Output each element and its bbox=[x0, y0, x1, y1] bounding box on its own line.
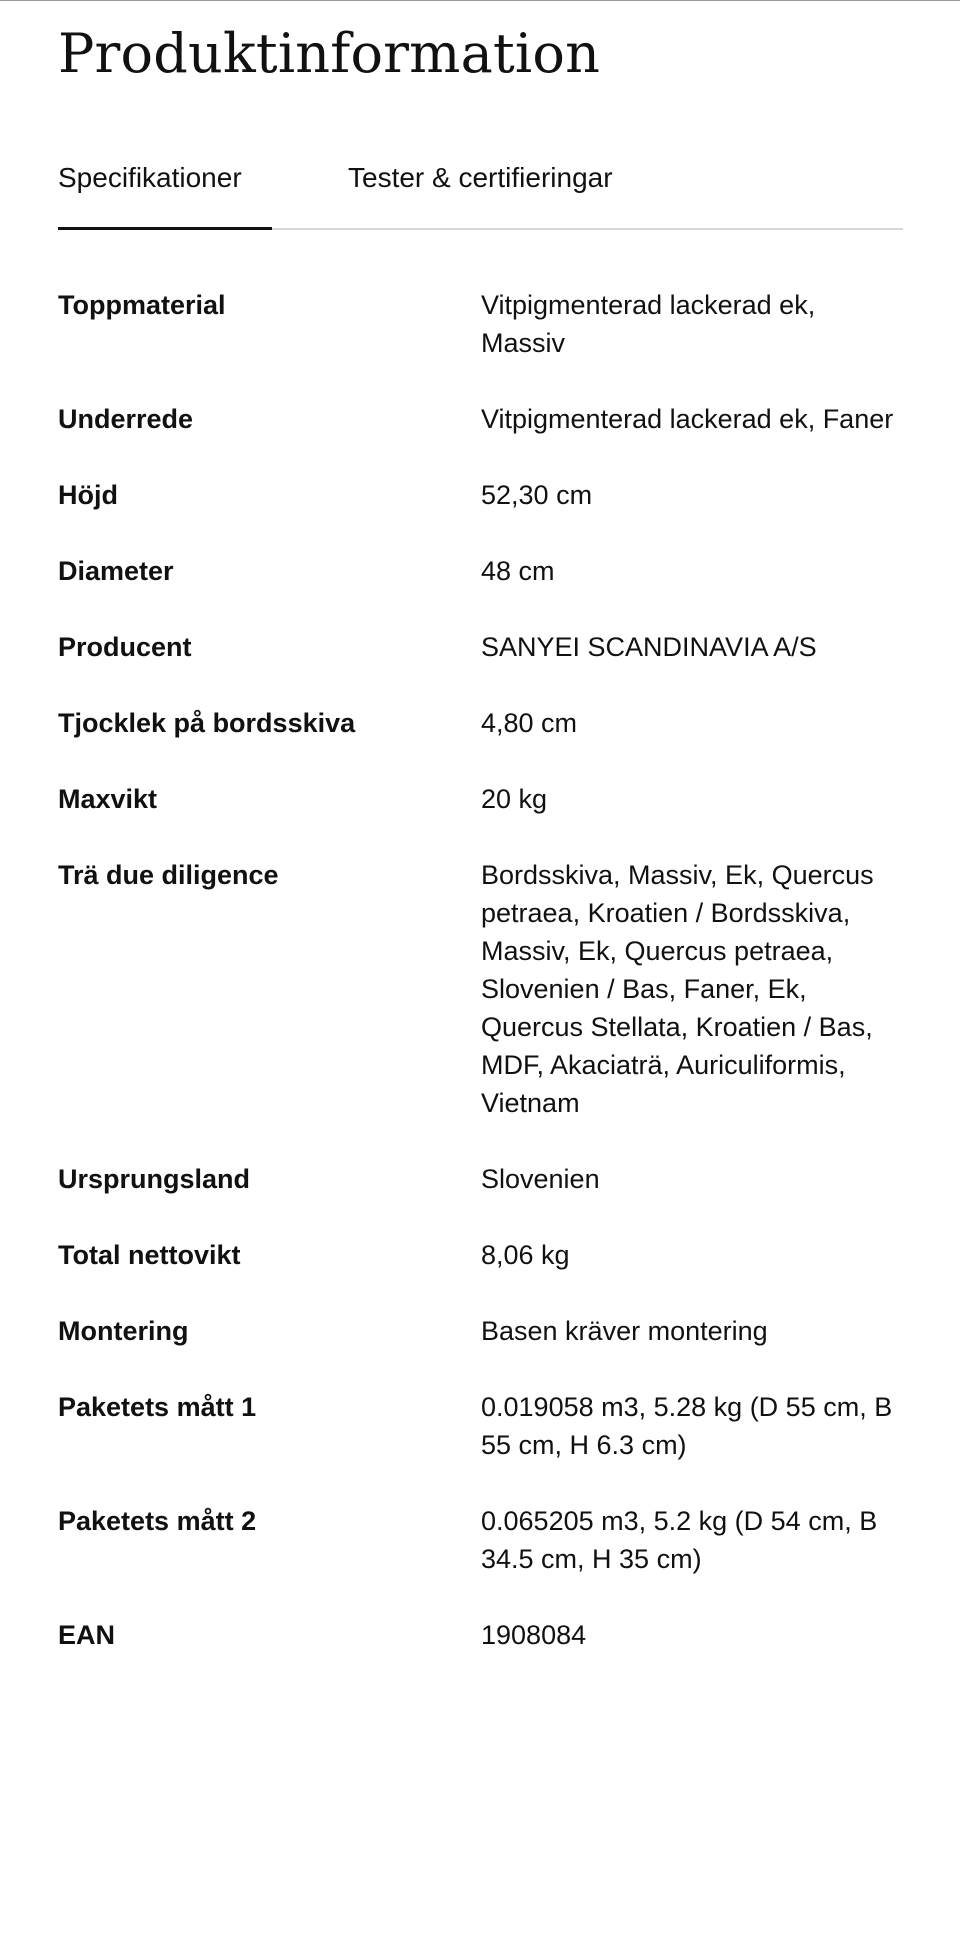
specification-list bbox=[58, 286, 903, 1692]
spec-row-top-thickness bbox=[58, 704, 903, 742]
spec-row-height bbox=[58, 476, 903, 514]
spec-value: Slovenien bbox=[481, 1164, 600, 1194]
active-tab-indicator bbox=[58, 227, 272, 230]
spec-row-net-weight bbox=[58, 1236, 903, 1274]
spec-label: Maxvikt bbox=[58, 784, 158, 814]
spec-row-package-dimensions-1 bbox=[58, 1388, 903, 1464]
spec-value: 8,06 kg bbox=[481, 1240, 570, 1270]
spec-row-package-dimensions-2 bbox=[58, 1502, 903, 1578]
spec-row-manufacturer bbox=[58, 628, 903, 666]
page-title: Produktinformation bbox=[58, 22, 601, 85]
spec-label: Paketets mått 1 bbox=[58, 1392, 257, 1422]
spec-label: Höjd bbox=[58, 480, 118, 510]
spec-label: Total nettovikt bbox=[58, 1240, 241, 1270]
spec-label: Ursprungsland bbox=[58, 1164, 251, 1194]
spec-row-wood-due-diligence bbox=[58, 856, 903, 1122]
spec-label: Underrede bbox=[58, 404, 194, 434]
tab-tests-certifications[interactable]: Tester & certifieringar bbox=[348, 162, 613, 193]
spec-value: 0.065205 m3, 5.2 kg (D 54 cm, B 34.5 cm, H 35 cm) bbox=[481, 1506, 878, 1574]
spec-row-top-material bbox=[58, 286, 903, 362]
spec-row-ean bbox=[58, 1616, 903, 1654]
spec-value: SANYEI SCANDINAVIA A/S bbox=[481, 632, 817, 662]
spec-row-assembly bbox=[58, 1312, 903, 1350]
spec-label: Diameter bbox=[58, 556, 174, 586]
top-divider bbox=[0, 0, 960, 1]
spec-label: Toppmaterial bbox=[58, 290, 226, 320]
tab-bar bbox=[58, 158, 903, 230]
spec-value: 1908084 bbox=[481, 1620, 587, 1650]
spec-label: Tjocklek på bordsskiva bbox=[58, 708, 356, 738]
spec-row-base bbox=[58, 400, 903, 438]
spec-value: 0.019058 m3, 5.28 kg (D 55 cm, B 55 cm, H 6.3 cm) bbox=[481, 1392, 893, 1460]
spec-value: Basen kräver montering bbox=[481, 1316, 768, 1346]
spec-row-country-of-origin bbox=[58, 1160, 903, 1198]
spec-value: 4,80 cm bbox=[481, 708, 578, 738]
spec-label: Paketets mått 2 bbox=[58, 1506, 257, 1536]
spec-label: Trä due diligence bbox=[58, 860, 279, 890]
spec-label: Producent bbox=[58, 632, 192, 662]
spec-value: Bordsskiva, Massiv, Ek, Quercus petraea, Kroatien / Bordsskiva, Massiv, Ek, Quercus petraea, Slovenien / Bas, Faner, Ek, Quercus Stellata, Kroatien / Bas, MDF, Akaciaträ, Auriculiformis, Vietnam bbox=[481, 860, 874, 1118]
spec-label: Montering bbox=[58, 1316, 189, 1346]
spec-value: 48 cm bbox=[481, 556, 555, 586]
spec-label: EAN bbox=[58, 1620, 116, 1650]
spec-value: Vitpigmenterad lackerad ek, Massiv bbox=[481, 290, 816, 358]
spec-row-max-weight bbox=[58, 780, 903, 818]
spec-value: 20 kg bbox=[481, 784, 548, 814]
spec-value: Vitpigmenterad lackerad ek, Faner bbox=[481, 404, 894, 434]
spec-row-diameter bbox=[58, 552, 903, 590]
spec-value: 52,30 cm bbox=[481, 480, 593, 510]
tab-specifications[interactable]: Specifikationer bbox=[58, 162, 242, 193]
